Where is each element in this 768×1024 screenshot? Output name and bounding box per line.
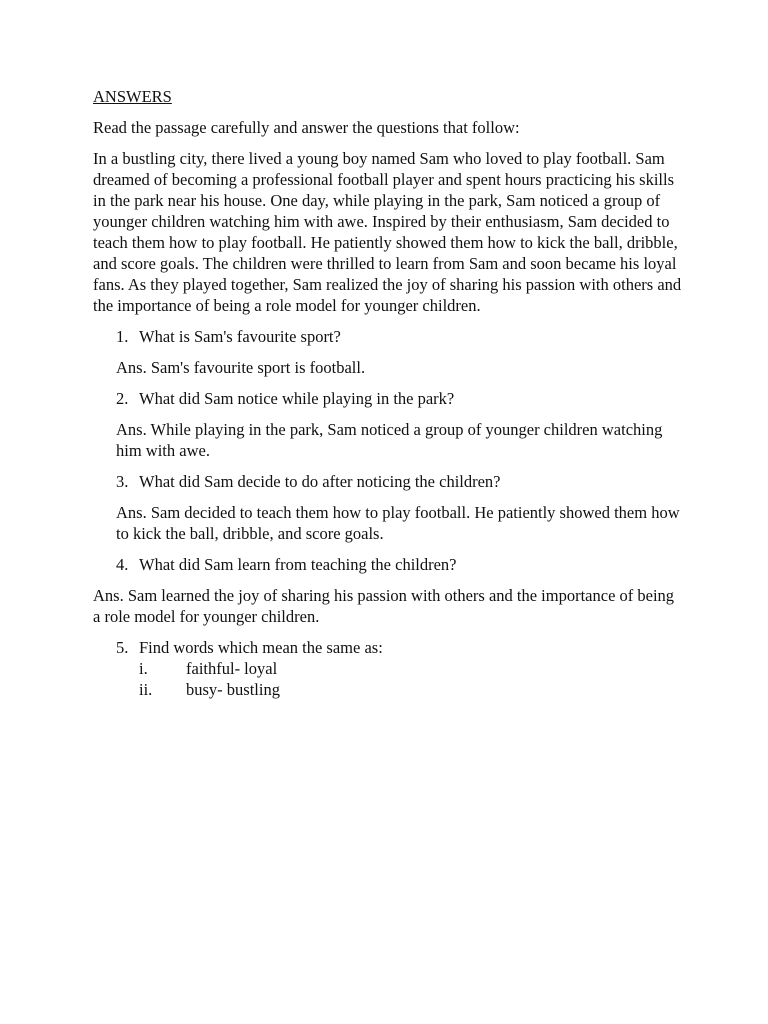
instruction-text: Read the passage carefully and answer the questions that follow: [93, 118, 520, 137]
synonym-item [93, 658, 683, 679]
question-2 [93, 388, 683, 409]
question-number: 4. [116, 555, 129, 574]
synonym-text: busy- bustling [186, 680, 280, 699]
answer-3: Ans. Sam decided to teach them how to play football. He patiently showed them how to kick the ball, dribble, and score goals. [116, 503, 680, 543]
question-text: Find words which mean the same as: [139, 638, 383, 657]
question-number: 5. [116, 638, 129, 657]
question-number: 2. [116, 389, 129, 408]
answer-1: Ans. Sam's favourite sport is football. [116, 358, 366, 377]
question-text: What did Sam notice while playing in the park? [139, 389, 455, 408]
synonym-list [93, 658, 683, 700]
question-text: What is Sam's favourite sport? [139, 327, 341, 346]
document-page [93, 86, 683, 700]
question-4 [93, 554, 683, 575]
question-text: What did Sam decide to do after noticing the children? [139, 472, 501, 491]
page-heading: ANSWERS [93, 87, 172, 106]
synonym-text: faithful- loyal [186, 659, 278, 678]
answer-2: Ans. While playing in the park, Sam noticed a group of younger children watching him with awe. [116, 420, 663, 460]
question-text: What did Sam learn from teaching the children? [139, 555, 457, 574]
question-number: 3. [116, 472, 129, 491]
roman-numeral: ii. [139, 680, 153, 699]
synonym-item [93, 679, 683, 700]
answer-4: Ans. Sam learned the joy of sharing his passion with others and the importance of being a role model for younger children. [93, 586, 675, 626]
question-5 [93, 637, 683, 658]
roman-numeral: i. [139, 659, 148, 678]
question-1 [93, 326, 683, 347]
question-3 [93, 471, 683, 492]
question-number: 1. [116, 327, 129, 346]
passage-text: In a bustling city, there lived a young boy named Sam who loved to play football. Sam dreamed of becoming a professional football player and spent hours practicing his skills in the park near his house. One day, while playing in the park, Sam noticed a group of younger children watching him with awe. Inspired by their enthusiasm, Sam decided to teach them how to play football. He patiently showed them how to kick the ball, dribble, and score goals. The children were thrilled to learn from Sam and soon became his loyal fans. As they played together, Sam realized the joy of sharing his passion with others and the importance of being a role model for younger children. [93, 149, 682, 315]
